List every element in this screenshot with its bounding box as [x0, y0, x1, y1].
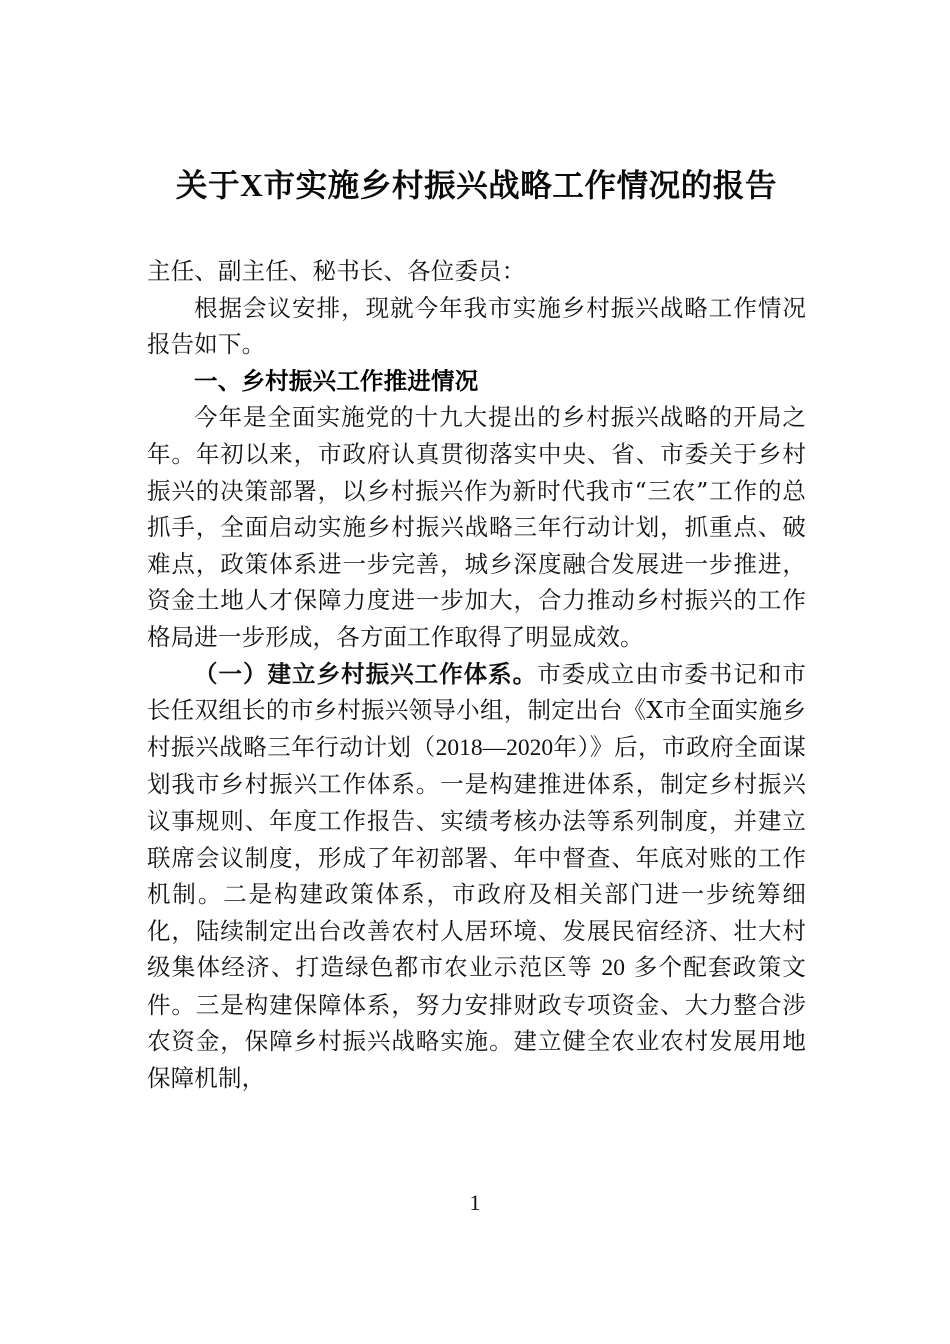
- document-body: [147, 253, 806, 1097]
- page-number: 1: [469, 1190, 481, 1215]
- section-one-paragraph: 今年是全面实施党的十九大提出的乡村振兴战略的开局之年。年初以来，市政府认真贯彻落实中央、省、市委关于乡村振兴的决策部署，以乡村振兴作为新时代我市“三农”工作的总抓手，全面启动实施乡村振兴战略三年行动计划，抓重点、破难点，政策体系进一步完善，城乡深度融合发展进一步推进，资金土地人才保障力度进一步加大，合力推动乡村振兴的工作格局进一步形成，各方面工作取得了明显成效。: [147, 403, 806, 651]
- subsection-one-text-part-2: 年）》后，市政府全面谋划我市乡村振兴工作体系。一是构建推进体系，制定乡村振兴议事规则、年度工作报告、实绩考核办法等系列制度，并建立联席会议制度，形成了年初部署、年中督查、年底对账的工作机制。二是构建政策体系，市政府及相关部门进一步统筹细化，陆续制定出台改善农村人居环境、发展民宿经济、壮大村级集体经济、打造绿色都市农业示范区等: [147, 732, 806, 982]
- year-range-start: 2018: [435, 734, 483, 761]
- year-range-dash: —: [482, 734, 507, 761]
- subsection-one-text-part-1: 市委成立由市委书记和市长任双组长的市乡村振兴领导小组，制定出台《X市全面实施乡村振兴战略三年行动计划（: [147, 659, 806, 761]
- opening-paragraph: 根据会议安排，现就今年我市实施乡村振兴战略工作情况报告如下。: [147, 293, 806, 359]
- subsection-one-text-part-3: 多个配套政策文件。三是构建保障体系，努力安排财政专项资金、大力整合涉农资金，保障乡村振兴战略实施。建立健全农业农村发展用地保障机制，: [147, 953, 806, 1093]
- document-content-column: [147, 0, 806, 1097]
- policy-document-count: 20: [601, 955, 626, 982]
- year-range-end: 2020: [506, 734, 554, 761]
- subsection-one-lead: （一）建立乡村振兴工作体系。: [194, 659, 538, 688]
- page-title: 关于X市实施乡村振兴战略工作情况的报告: [175, 168, 778, 203]
- salutation-line: 主任、副主任、秘书长、各位委员：: [147, 257, 526, 285]
- subsection-one-paragraph: [147, 656, 806, 1097]
- section-heading-one: 一、乡村振兴工作推进情况: [194, 367, 479, 394]
